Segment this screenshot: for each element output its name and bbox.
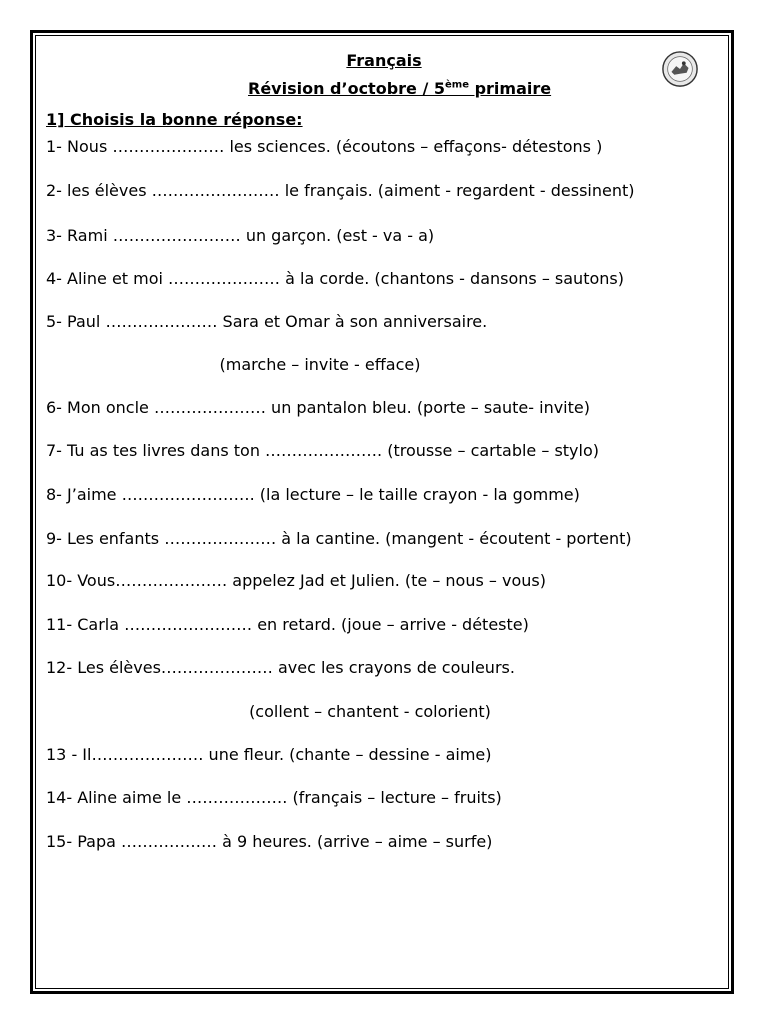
exercise-item-5-choices: (marche – invite - efface) xyxy=(219,355,421,374)
exercise-item-7: 7- Tu as tes livres dans ton …………………. (trousse – cartable – stylo) xyxy=(46,441,599,460)
exercise-item-10: 10- Vous………………… appelez Jad et Julien. (te – nous – vous) xyxy=(46,571,546,590)
school-seal-icon xyxy=(661,50,699,88)
exercise-item-14: 14- Aline aime le ………………. (français – lecture – fruits) xyxy=(46,788,502,807)
exercise-item-12: 12- Les élèves………………… avec les crayons de couleurs. xyxy=(46,658,515,677)
exercise-item-2: 2- les élèves …………………… le français. (aiment - regardent - dessinent) xyxy=(46,181,635,200)
subject-title: Français xyxy=(346,51,422,70)
exercise-item-9: 9- Les enfants ………………… à la cantine. (mangent - écoutent - portent) xyxy=(46,529,632,548)
exercise-item-5: 5- Paul ………………… Sara et Omar à son anniversaire. xyxy=(46,312,488,331)
exercise-item-8: 8- J’aime ……………………. (la lecture – le taille crayon - la gomme) xyxy=(46,485,580,504)
exercise-item-6: 6- Mon oncle ………………… un pantalon bleu. (porte – saute- invite) xyxy=(46,398,590,417)
worksheet-subtitle: Révision d’octobre / 5ème primaire xyxy=(248,79,552,98)
exercise-item-1: 1- Nous ………………… les sciences. (écoutons – effaçons- détestons ) xyxy=(46,137,603,156)
exercise-item-12-choices: (collent – chantent - colorient) xyxy=(249,702,491,721)
exercise-item-13: 13 - Il………………… une fleur. (chante – dessine - aime) xyxy=(46,745,492,764)
exercise-item-11: 11- Carla …………………… en retard. (joue – arrive - déteste) xyxy=(46,615,529,634)
section-heading: 1] Choisis la bonne réponse: xyxy=(46,110,303,129)
exercise-item-3: 3- Rami …………………… un garçon. (est - va - a) xyxy=(46,226,435,245)
exercise-item-4: 4- Aline et moi ………………… à la corde. (chantons - dansons – sautons) xyxy=(46,269,624,288)
exercise-item-15: 15- Papa ……………… à 9 heures. (arrive – aime – surfe) xyxy=(46,832,493,851)
